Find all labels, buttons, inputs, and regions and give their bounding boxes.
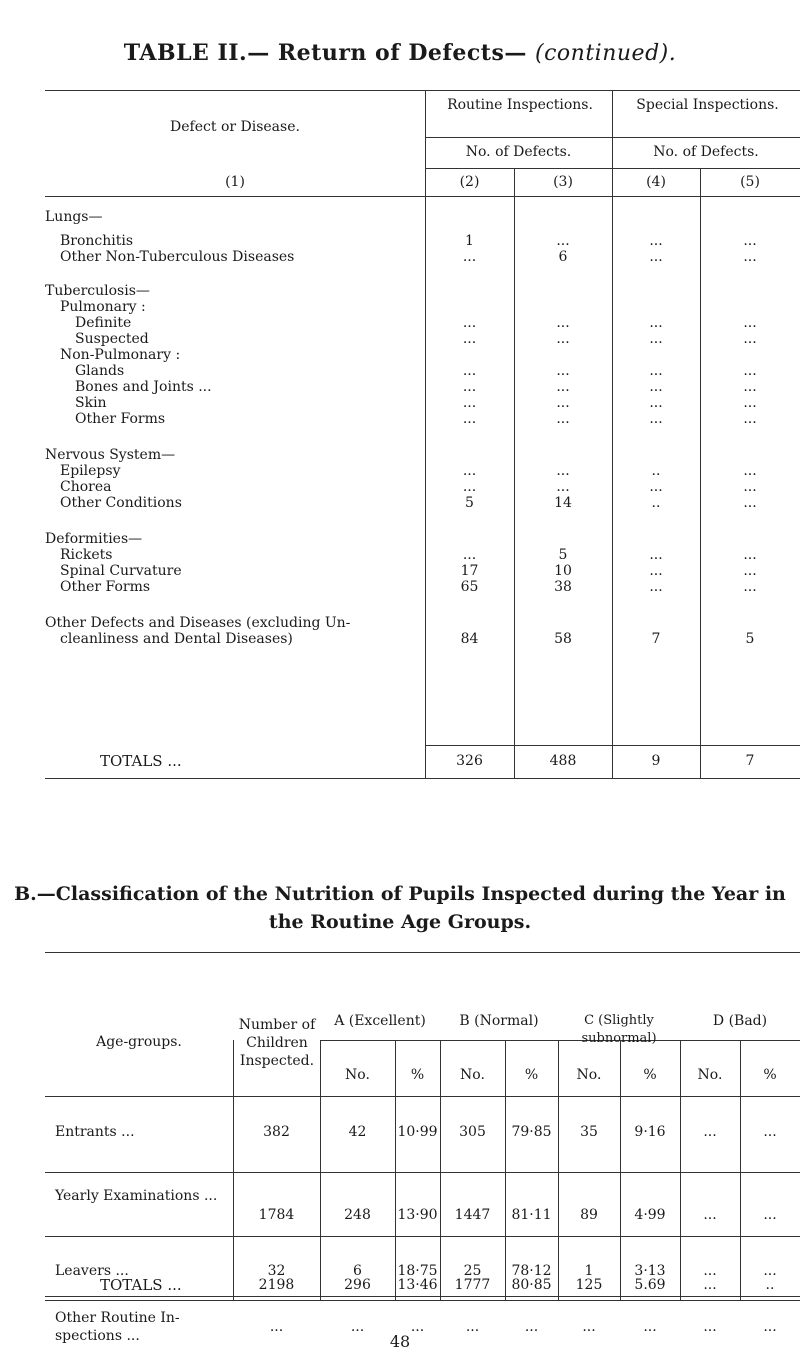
defect-cell-c3: ...: [556, 379, 570, 395]
nutrition-row-label: Leavers ...: [55, 1263, 129, 1279]
defect-row-label: Chorea: [60, 479, 112, 495]
defect-cell-c3: ...: [556, 463, 570, 479]
defect-cell-c2: ...: [462, 547, 477, 563]
defect-cell-c2: ...: [462, 379, 477, 395]
table2-title-line2: the Routine Age Groups.: [268, 911, 532, 933]
defect-cell-c3: ...: [556, 395, 570, 411]
defect-cell-c2: 17: [460, 563, 479, 579]
nutrition-cell-c_pct: 5.69: [634, 1277, 666, 1293]
nutrition-cell-d_pct: ...: [763, 1319, 777, 1335]
age-groups-header: Age-groups.: [96, 1034, 182, 1050]
totals-c2: 326: [456, 753, 483, 769]
nutrition-cell-a_no: 6: [353, 1263, 362, 1279]
nutrition-cell-b_no: 1447: [454, 1207, 491, 1223]
nutrition-cell-c_no: 89: [580, 1207, 598, 1223]
defect-cell-c3: 58: [554, 631, 572, 647]
defect-cell-c2: ...: [462, 411, 477, 427]
nutrition-cell-d_pct: ...: [763, 1263, 777, 1279]
defect-cell-c4: ...: [649, 379, 663, 395]
percent-subheader: %: [763, 1067, 777, 1083]
defect-cell-c4: ...: [649, 411, 663, 427]
special-no-defects: No. of Defects.: [653, 144, 759, 160]
nutrition-cell-a_pct: 13·90: [397, 1207, 438, 1223]
no-subheader: No.: [697, 1067, 723, 1083]
nutrition-cell-c_pct: 9·16: [634, 1124, 666, 1140]
routine-no-defects: No. of Defects.: [465, 144, 572, 160]
nutrition-cell-d_no: ...: [703, 1207, 717, 1223]
nutrition-cell-a_pct: 13·46: [397, 1277, 438, 1293]
defect-cell-c5: ...: [743, 479, 757, 495]
defect-cell-c2: 65: [460, 579, 479, 595]
page-number: 48: [389, 1332, 411, 1351]
nutrition-cell-b_no: ...: [465, 1319, 480, 1335]
defect-cell-c4: ..: [651, 495, 661, 511]
nutrition-cell-a_pct: 10·99: [397, 1124, 438, 1140]
defect-row-label: Non-Pulmonary :: [60, 347, 181, 363]
nutrition-cell-d_pct: ..: [765, 1277, 775, 1293]
defect-cell-c4: ...: [649, 363, 663, 379]
nutrition-cell-b_pct: 81·11: [511, 1207, 552, 1223]
totals-c4: 9: [651, 753, 661, 769]
defect-row-label: Bronchitis: [60, 233, 134, 249]
defect-row-label: Nervous System—: [45, 447, 176, 463]
defect-cell-c5: ...: [743, 379, 757, 395]
nutrition-cell-n: 2198: [258, 1277, 295, 1293]
defect-row-label: Lungs—: [45, 209, 103, 225]
defect-cell-c4: ...: [649, 563, 663, 579]
defect-header: Defect or Disease.: [170, 119, 300, 135]
defect-cell-c5: ...: [743, 547, 757, 563]
a-header: A (Excellent): [334, 1013, 426, 1029]
nutrition-cell-c_pct: 4·99: [634, 1207, 666, 1223]
defect-cell-c3: ...: [556, 479, 570, 495]
routine-header: Routine Inspections.: [447, 97, 593, 113]
nutrition-cell-a_pct: 18·75: [397, 1263, 438, 1279]
defect-cell-c3: 5: [558, 547, 568, 563]
nutrition-cell-d_pct: ...: [763, 1124, 777, 1140]
no-subheader: No.: [460, 1067, 485, 1083]
defect-cell-c5: ...: [743, 363, 757, 379]
nutrition-cell-c_pct: ...: [643, 1319, 657, 1335]
totals-c3: 488: [549, 753, 577, 769]
defect-cell-c3: 14: [554, 495, 572, 511]
defect-cell-c4: ..: [651, 463, 661, 479]
defect-row-label: Suspected: [75, 331, 149, 347]
defect-row-label: Definite: [75, 315, 132, 331]
defect-cell-c2: ...: [462, 331, 477, 347]
defect-cell-c5: ...: [743, 495, 757, 511]
defect-cell-c3: ...: [556, 363, 570, 379]
defect-cell-c5: ...: [743, 331, 757, 347]
defect-cell-c5: ...: [743, 411, 757, 427]
nutrition-cell-b_pct: ...: [524, 1319, 539, 1335]
nutrition-cell-d_no: ...: [703, 1124, 717, 1140]
defect-cell-c3: ...: [556, 411, 570, 427]
defect-cell-c4: ...: [649, 479, 663, 495]
col2-header: (2): [459, 174, 480, 190]
b-header: B (Normal): [459, 1013, 539, 1029]
defect-row-label: Bones and Joints ...: [75, 379, 212, 395]
defect-cell-c2: 1: [465, 233, 474, 249]
table2-title: [0, 880, 800, 936]
defect-cell-c4: ...: [649, 331, 663, 347]
table1-title-continued: (continued).: [535, 41, 677, 66]
nutrition-cell-c_no: 125: [575, 1277, 603, 1293]
nutrition-cell-a_pct: ...: [410, 1319, 425, 1335]
defect-cell-c3: 10: [554, 563, 572, 579]
defect-row-label: Deformities—: [45, 531, 143, 547]
table1-title: [0, 40, 800, 66]
defect-cell-c4: ...: [649, 315, 663, 331]
defect-cell-c4: ...: [649, 547, 663, 563]
nutrition-cell-b_pct: 80·85: [511, 1277, 552, 1293]
defect-cell-c3: 6: [558, 249, 568, 265]
defect-cell-c2: ...: [462, 249, 477, 265]
nutrition-cell-c_no: 1: [584, 1263, 594, 1279]
defect-cell-c5: ...: [743, 579, 757, 595]
defect-row-label: Other Non-Tuberculous Diseases: [60, 249, 295, 265]
defect-cell-c5: ...: [743, 315, 757, 331]
defect-row-label: Glands: [75, 363, 125, 379]
no-subheader: No.: [345, 1067, 370, 1083]
nutrition-cell-c_no: 35: [580, 1124, 598, 1140]
nutrition-cell-a_no: ...: [350, 1319, 365, 1335]
nutrition-cell-a_no: 248: [344, 1207, 371, 1223]
defect-row-label: Skin: [75, 395, 107, 411]
defect-cell-c2: 84: [460, 631, 479, 647]
defect-cell-c2: ...: [462, 395, 477, 411]
nutrition-cell-b_no: 1777: [454, 1277, 491, 1293]
nutrition-row-label: TOTALS ...: [100, 1276, 182, 1294]
totals-label: TOTALS ...: [100, 752, 182, 770]
col5-header: (5): [740, 174, 760, 190]
nutrition-cell-c_pct: 3·13: [634, 1263, 666, 1279]
defect-row-label: Tuberculosis—: [45, 283, 150, 299]
nutrition-cell-a_no: 296: [344, 1277, 371, 1293]
defect-cell-c5: ...: [743, 563, 757, 579]
nutrition-cell-n: 1784: [258, 1207, 295, 1223]
nutrition-cell-b_no: 305: [459, 1124, 486, 1140]
defect-cell-c5: ...: [743, 463, 757, 479]
totals-c5: 7: [745, 753, 755, 769]
nutrition-row-label: Yearly Examinations ...: [55, 1188, 218, 1204]
d-header: D (Bad): [712, 1013, 768, 1029]
col4-header: (4): [646, 174, 666, 190]
defect-cell-c5: 5: [745, 631, 755, 647]
nutrition-cell-b_no: 25: [463, 1263, 482, 1279]
defect-row-label: Other Defects and Diseases (excluding Un-: [45, 615, 351, 631]
number-inspected-header: Number of Children Inspected.: [238, 1017, 316, 1069]
defect-row-label: Other Forms: [60, 579, 151, 595]
defect-cell-c3: 38: [554, 579, 572, 595]
defect-row-label: Spinal Curvature: [60, 563, 182, 579]
col3-header: (3): [553, 174, 573, 190]
defect-row-label: Pulmonary :: [60, 299, 146, 315]
percent-subheader: %: [410, 1067, 425, 1083]
nutrition-cell-c_no: ...: [582, 1319, 596, 1335]
defect-cell-c3: ...: [556, 233, 570, 249]
nutrition-cell-n: ...: [269, 1319, 284, 1335]
nutrition-cell-n: 32: [267, 1263, 286, 1279]
nutrition-row-label: Other Routine In-spections ...: [55, 1310, 180, 1344]
defect-row-label: cleanliness and Dental Diseases): [60, 631, 293, 647]
defect-cell-c3: ...: [556, 315, 570, 331]
nutrition-row-label: Entrants ...: [55, 1124, 135, 1140]
table1-title-main: TABLE II.— Return of Defects—: [123, 40, 527, 66]
defect-cell-c4: ...: [649, 249, 663, 265]
nutrition-cell-d_pct: ...: [763, 1207, 777, 1223]
defect-cell-c5: ...: [743, 395, 757, 411]
special-header: Special Inspections.: [636, 97, 779, 113]
percent-subheader: %: [643, 1067, 657, 1083]
defect-cell-c2: ...: [462, 463, 477, 479]
nutrition-cell-n: 382: [263, 1124, 290, 1140]
defect-cell-c5: ...: [743, 233, 757, 249]
defect-cell-c4: ...: [649, 395, 663, 411]
defect-cell-c4: 7: [651, 631, 661, 647]
table2-title-line1: B.—Classification of the Nutrition of Pupils Inspected during the Year in: [14, 883, 786, 905]
nutrition-cell-d_no: ...: [703, 1263, 717, 1279]
defect-cell-c4: ...: [649, 579, 663, 595]
defect-cell-c3: ...: [556, 331, 570, 347]
nutrition-cell-d_no: ...: [703, 1319, 717, 1335]
nutrition-cell-a_no: 42: [348, 1124, 367, 1140]
percent-subheader: %: [524, 1067, 539, 1083]
defect-cell-c2: 5: [465, 495, 474, 511]
defect-cell-c2: ...: [462, 315, 477, 331]
defect-cell-c2: ...: [462, 363, 477, 379]
defect-row-label: Other Conditions: [60, 495, 182, 511]
c-header: C (Slightly subnormal): [581, 1013, 657, 1046]
no-subheader: No.: [576, 1067, 602, 1083]
nutrition-cell-b_pct: 79·85: [511, 1124, 552, 1140]
defect-cell-c4: ...: [649, 233, 663, 249]
defect-row-label: Epilepsy: [60, 463, 121, 479]
col1-header: (1): [225, 174, 245, 190]
defect-cell-c5: ...: [743, 249, 757, 265]
nutrition-cell-b_pct: 78·12: [511, 1263, 552, 1279]
defect-cell-c2: ...: [462, 479, 477, 495]
defect-row-label: Rickets: [60, 547, 113, 563]
nutrition-cell-d_no: ...: [703, 1277, 717, 1293]
defect-row-label: Other Forms: [75, 411, 166, 427]
